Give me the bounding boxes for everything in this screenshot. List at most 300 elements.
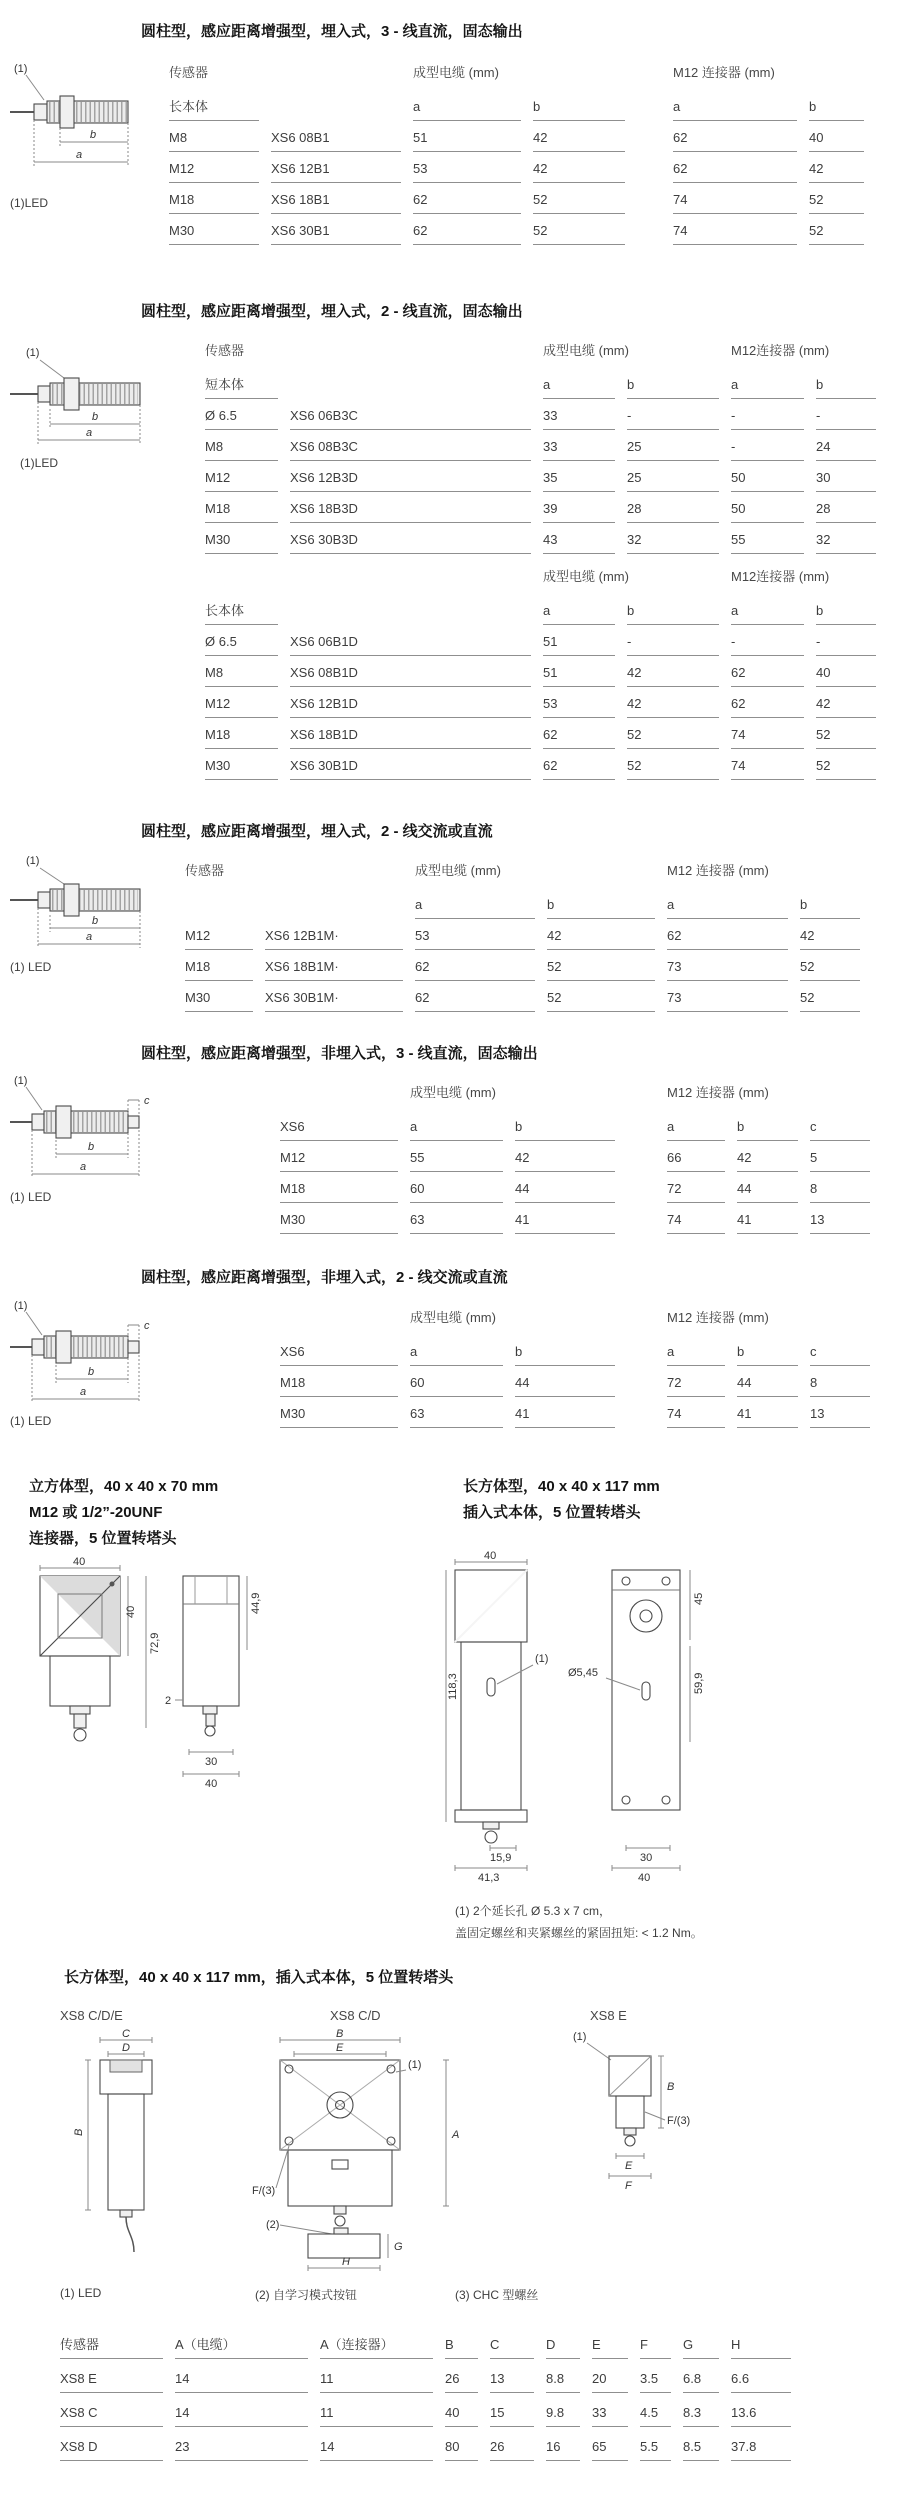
table-cell: Ø 6.5 [205,635,278,656]
table-cell: a [667,1345,725,1366]
s2-header-connector-short: M12连接器 (mm) [731,343,830,358]
s4-header-connector: M12 连接器 (mm) [667,1085,769,1100]
dim-B-label: B [667,2081,675,2093]
table-cell: 42 [533,131,625,152]
diagram-callout-1: (1) [14,1075,28,1087]
s3-title: 圆柱型，感应距离增强型，埋入式，2 - 线交流或直流 [141,823,493,840]
table-cell: 32 [627,533,719,554]
dim-bottom-4: 40 [638,1872,651,1884]
table-cell: a [410,1120,503,1141]
table-cell: 62 [415,960,535,981]
table-cell [185,913,253,919]
table-cell: b [800,898,860,919]
dim-c-label: c [144,1320,150,1332]
s3-header-connector: M12 连接器 (mm) [667,863,769,878]
table-cell: 65 [592,2440,628,2461]
s6-right-title-line2: 插入式本体，5 位置转塔头 [463,1504,641,1521]
table-cell: 40 [809,131,864,152]
table-row [169,152,864,183]
table-cell: 6.6 [731,2372,791,2393]
table-row [205,656,876,687]
table-cell [627,1422,655,1428]
table-cell: 52 [533,224,625,245]
table-cell: 33 [592,2406,628,2427]
dim-bottom-3: 30 [640,1852,653,1864]
table-cell: 3.5 [640,2372,671,2393]
table-cell: 62 [731,666,804,687]
table-cell: B [445,2338,478,2359]
table-cell: A（电缆） [175,2338,308,2359]
table-cell: a [667,898,788,919]
table-cell: b [737,1120,798,1141]
s6-note-line2: 盖固定螺丝和夹紧螺丝的紧固扭矩: < 1.2 Nm。 [455,1926,703,1940]
dim-bottom-inner: 30 [205,1756,218,1768]
s6-right-title-line1: 长方体型，40 x 40 x 117 mm [463,1478,660,1495]
s2-dimension-table-short-body [205,368,876,554]
table-cell: 52 [627,728,719,749]
table-cell: 42 [800,929,860,950]
table-cell: - [731,440,804,461]
dim-D-label: D [122,2042,130,2054]
dim-bottom-1: 15,9 [490,1852,512,1864]
table-cell: 62 [673,162,797,183]
table-cell: XS6 30B1M· [265,991,403,1012]
dim-side-height: 44,9 [250,1592,262,1614]
s7-side-profile-diagram [60,2028,210,2268]
table-cell: 28 [627,502,719,523]
table-cell: 50 [731,471,804,492]
dim-c-label: c [144,1095,150,1107]
s2-header-connector-long: M12连接器 (mm) [731,569,830,584]
table-cell: D [546,2338,580,2359]
table-cell: 53 [413,162,521,183]
table-cell: M30 [280,1407,398,1428]
table-row [60,2393,791,2427]
table-cell: M12 [205,697,278,718]
table-cell: XS6 08B3C [290,440,531,461]
table-row [280,1366,870,1397]
dim-b-label: b [88,1366,95,1378]
table-cell: C [490,2338,534,2359]
dim-b-label: b [92,915,99,927]
table-cell [637,239,661,245]
diagram-callout-1: (1) [14,63,28,75]
table-cell: b [809,100,864,121]
table-cell: 40 [445,2406,478,2427]
s5-header-cable: 成型电缆 (mm) [410,1310,496,1325]
s2-title: 圆柱型，感应距离增强型，埋入式，2 - 线直流，固态输出 [141,303,523,320]
table-cell: a [413,100,521,121]
s1-header-connector: M12 连接器 (mm) [673,65,775,80]
table-cell: M12 [169,162,259,183]
s7-label-left: XS8 C/D/E [60,2008,123,2023]
table-row [205,523,876,554]
s4-title: 圆柱型，感应距离增强型，非埋入式，3 - 线直流，固态输出 [141,1045,538,1062]
table-cell: M30 [280,1213,398,1234]
table-cell: 62 [673,131,797,152]
s3-header-cable: 成型电缆 (mm) [415,863,501,878]
table-cell: 短本体 [205,378,278,399]
s1-header-cable: 成型电缆 (mm) [413,65,499,80]
table-cell [290,619,531,625]
table-cell: 41 [737,1407,798,1428]
s2-dimension-table-long-body [205,594,876,780]
dim-side-height: 59,9 [693,1672,705,1694]
dim-G-label: G [394,2241,403,2253]
table-cell: XS8 D [60,2440,163,2461]
s1-header-sensor: 传感器 [169,65,209,80]
table-cell: M30 [169,224,259,245]
s6-note-line1: (1) 2个延长孔 Ø 5.3 x 7 cm， [455,1904,612,1918]
dim-top-width: 40 [73,1556,86,1568]
table-cell: 63 [410,1213,503,1234]
table-cell: M30 [205,759,278,780]
table-cell: 44 [737,1182,798,1203]
table-cell: 14 [175,2372,308,2393]
table-cell [637,177,661,183]
table-row [280,1141,870,1172]
table-cell: b [627,378,719,399]
table-cell [265,913,403,919]
s5-led-caption: (1) LED [10,1414,52,1428]
table-cell: 9.8 [546,2406,580,2427]
dim-F3-label: F/(3) [252,2185,276,2197]
s1-dimension-table [169,90,864,245]
table-cell: 62 [543,759,615,780]
s3-cylinder-diagram [10,852,180,952]
table-cell: M18 [185,960,253,981]
table-cell: H [731,2338,791,2359]
table-cell: 73 [667,960,788,981]
table-cell: 72 [667,1182,725,1203]
table-cell: 13 [810,1407,870,1428]
table-cell: b [816,378,876,399]
table-cell: a [673,100,797,121]
s2-header-cable-short: 成型电缆 (mm) [543,343,629,358]
table-cell: 40 [816,666,876,687]
table-cell: 62 [543,728,615,749]
table-cell: 62 [731,697,804,718]
s1-led-caption: (1)LED [10,196,49,210]
diagram-callout-2: (2) [266,2219,280,2231]
table-cell: 74 [667,1213,725,1234]
s2-led-caption: (1)LED [20,456,59,470]
s7-front-view-diagram [250,2028,480,2278]
table-cell: M18 [169,193,259,214]
table-cell: Ø 6.5 [205,409,278,430]
table-cell: 52 [809,224,864,245]
table-cell: c [810,1120,870,1141]
table-cell: 55 [731,533,804,554]
table-cell: 42 [547,929,655,950]
table-cell: - [816,635,876,656]
table-cell: 50 [731,502,804,523]
table-cell: 51 [543,666,615,687]
table-cell: - [731,635,804,656]
diagram-callout-1: (1) [26,855,40,867]
table-cell: 51 [413,131,521,152]
table-cell: 74 [673,224,797,245]
s7-label-mid: XS8 C/D [330,2008,381,2023]
table-cell: 8 [810,1376,870,1397]
table-cell: 传感器 [60,2338,163,2359]
table-cell [637,146,661,152]
table-cell: 44 [515,1376,615,1397]
table-cell: 66 [667,1151,725,1172]
table-cell: 32 [816,533,876,554]
dim-a-label: a [86,427,93,439]
table-cell: 62 [413,193,521,214]
table-cell [290,393,531,399]
s5-cylinder-diagram-non-flush [10,1297,185,1409]
table-cell: 62 [667,929,788,950]
s1-title: 圆柱型，感应距离增强型，埋入式，3 - 线直流，固态输出 [141,23,523,40]
table-cell: XS6 30B1 [271,224,401,245]
table-cell: XS6 12B1D [290,697,531,718]
dim-E-label: E [336,2042,344,2054]
table-cell: 14 [320,2440,433,2461]
table-cell: 5.5 [640,2440,671,2461]
table-cell: XS6 30B3D [290,533,531,554]
table-cell: b [533,100,625,121]
table-cell: a [731,604,804,625]
table-cell: 44 [515,1182,615,1203]
table-cell [637,115,661,121]
dim-b-label: b [88,1141,95,1153]
table-cell: 6.8 [683,2372,719,2393]
s5-dimension-table [280,1335,870,1428]
table-row [205,430,876,461]
table-cell: 5 [810,1151,870,1172]
table-cell: 14 [175,2406,308,2427]
table-cell: M18 [205,502,278,523]
table-cell: 52 [816,759,876,780]
dim-bottom-outer: 40 [205,1778,218,1790]
table-cell: 8.5 [683,2440,719,2461]
table-cell: 43 [543,533,615,554]
dim-small: 2 [165,1695,172,1707]
table-cell: 37.8 [731,2440,791,2461]
table-cell: 13 [490,2372,534,2393]
s7-small-body-diagram [555,2028,735,2193]
dim-E-label: E [625,2160,633,2172]
table-cell: b [515,1120,615,1141]
table-cell: XS6 08B1 [271,131,401,152]
table-row [205,461,876,492]
table-cell: 23 [175,2440,308,2461]
table-row [205,749,876,780]
table-row [205,594,876,625]
table-cell: 42 [809,162,864,183]
table-row [185,919,860,950]
table-cell: A（连接器） [320,2338,433,2359]
table-row [185,888,860,919]
table-cell: 20 [592,2372,628,2393]
table-cell: 74 [667,1407,725,1428]
table-cell: XS6 18B1D [290,728,531,749]
table-cell: M12 [205,471,278,492]
table-cell: 52 [627,759,719,780]
table-cell: XS8 C [60,2406,163,2427]
table-cell [627,1197,655,1203]
table-cell: a [410,1345,503,1366]
s3-dimension-table [185,888,860,1012]
dim-A-label: A [452,2129,460,2141]
s3-led-caption: (1) LED [10,960,52,974]
table-cell: a [415,898,535,919]
s2-cylinder-diagram [10,344,180,449]
table-cell: b [547,898,655,919]
diagram-callout-1: (1) [573,2031,587,2043]
table-cell: 53 [415,929,535,950]
dim-a-label: a [86,931,93,943]
table-cell: XS6 06B1D [290,635,531,656]
table-cell: XS6 12B3D [290,471,531,492]
table-cell: 33 [543,409,615,430]
table-cell: XS6 18B1M· [265,960,403,981]
s7-caption-chc-screw: (3) CHC 型螺丝 [455,2288,539,2302]
table-cell: - [816,409,876,430]
table-row [280,1203,870,1234]
table-cell: 42 [627,697,719,718]
table-cell: 11 [320,2406,433,2427]
s6-left-title-line3: 连接器，5 位置转塔头 [29,1530,177,1547]
table-cell: 60 [410,1376,503,1397]
table-cell: 44 [737,1376,798,1397]
s6-cubic-sensor-diagram [25,1556,275,1806]
table-cell: b [515,1345,615,1366]
table-cell: 62 [413,224,521,245]
table-cell: 26 [445,2372,478,2393]
table-cell: 52 [809,193,864,214]
table-cell: 60 [410,1182,503,1203]
table-row [169,183,864,214]
table-row [280,1397,870,1428]
table-cell [627,1135,655,1141]
table-cell: - [627,409,719,430]
table-row [60,2325,791,2359]
table-row [280,1335,870,1366]
table-cell: 41 [737,1213,798,1234]
dim-total-height: 118,3 [447,1673,459,1700]
dim-B-label: B [336,2028,344,2040]
dim-hole-label: Ø5,45 [568,1667,598,1679]
table-cell: a [543,604,615,625]
table-cell: M18 [280,1182,398,1203]
dim-H-label: H [342,2256,350,2268]
table-row [205,687,876,718]
table-cell: M30 [185,991,253,1012]
table-row [205,399,876,430]
table-cell: XS6 [280,1345,398,1366]
table-cell: 55 [410,1151,503,1172]
dim-bottom-2: 41,3 [478,1872,500,1884]
table-cell: 8 [810,1182,870,1203]
dim-b-label: b [90,129,97,141]
table-cell: M18 [280,1376,398,1397]
table-cell: a [667,1120,725,1141]
table-cell: 13.6 [731,2406,791,2427]
table-cell: 11 [320,2372,433,2393]
table-cell: 26 [490,2440,534,2461]
table-cell: 8.8 [546,2372,580,2393]
table-row [169,214,864,245]
table-cell: XS6 30B1D [290,759,531,780]
dim-a-label: a [80,1161,87,1173]
s5-title: 圆柱型，感应距离增强型，非埋入式，2 - 线交流或直流 [141,1269,508,1286]
s7-caption-teach-button: (2) 自学习模式按钮 [255,2288,358,2302]
table-row [205,368,876,399]
table-cell: 25 [627,440,719,461]
table-cell: 62 [415,991,535,1012]
s7-caption-led: (1) LED [60,2286,102,2300]
dim-a-label: a [76,149,83,161]
s2-header-sensor: 传感器 [205,343,245,358]
dim-top-width: 40 [484,1550,497,1562]
table-cell: 长本体 [169,100,259,121]
dim-B-label: B [73,2128,85,2136]
dim-F-label: F [625,2180,632,2192]
s7-title: 长方体型，40 x 40 x 117 mm，插入式本体，5 位置转塔头 [64,1969,454,1986]
table-cell: 80 [445,2440,478,2461]
table-cell: 74 [731,759,804,780]
dim-b-label: b [92,411,99,423]
table-cell: 42 [737,1151,798,1172]
table-cell: 42 [627,666,719,687]
diagram-callout-1: (1) [408,2059,422,2071]
table-cell: F [640,2338,671,2359]
table-cell: 73 [667,991,788,1012]
table-cell: b [737,1345,798,1366]
table-cell: 52 [533,193,625,214]
s7-dimension-table [60,2325,791,2461]
table-cell: M8 [205,666,278,687]
dim-a-label: a [80,1386,87,1398]
table-cell: M12 [280,1151,398,1172]
table-cell: XS6 12B1 [271,162,401,183]
table-cell: XS6 06B3C [290,409,531,430]
s5-header-connector: M12 连接器 (mm) [667,1310,769,1325]
table-cell: 30 [816,471,876,492]
table-cell: 35 [543,471,615,492]
table-cell: M8 [169,131,259,152]
table-cell: 13 [810,1213,870,1234]
table-cell: - [731,409,804,430]
table-cell: a [543,378,615,399]
table-cell: 33 [543,440,615,461]
table-cell: 42 [816,697,876,718]
table-cell: M18 [205,728,278,749]
table-row [280,1172,870,1203]
table-cell: XS8 E [60,2372,163,2393]
diagram-callout-1: (1) [535,1653,549,1665]
diagram-callout-1: (1) [26,347,40,359]
table-cell: XS6 [280,1120,398,1141]
table-row [205,625,876,656]
table-cell: 长本体 [205,604,278,625]
s6-left-title-line2: M12 或 1/2”-20UNF [29,1504,163,1521]
table-cell: b [627,604,719,625]
table-cell: XS6 08B1D [290,666,531,687]
table-cell: 52 [800,991,860,1012]
table-cell: 24 [816,440,876,461]
s4-cylinder-diagram-non-flush [10,1072,185,1184]
table-row [205,492,876,523]
table-cell [627,1360,655,1366]
table-cell: XS6 18B1 [271,193,401,214]
table-row [169,121,864,152]
dim-upper-height: 45 [693,1592,705,1605]
